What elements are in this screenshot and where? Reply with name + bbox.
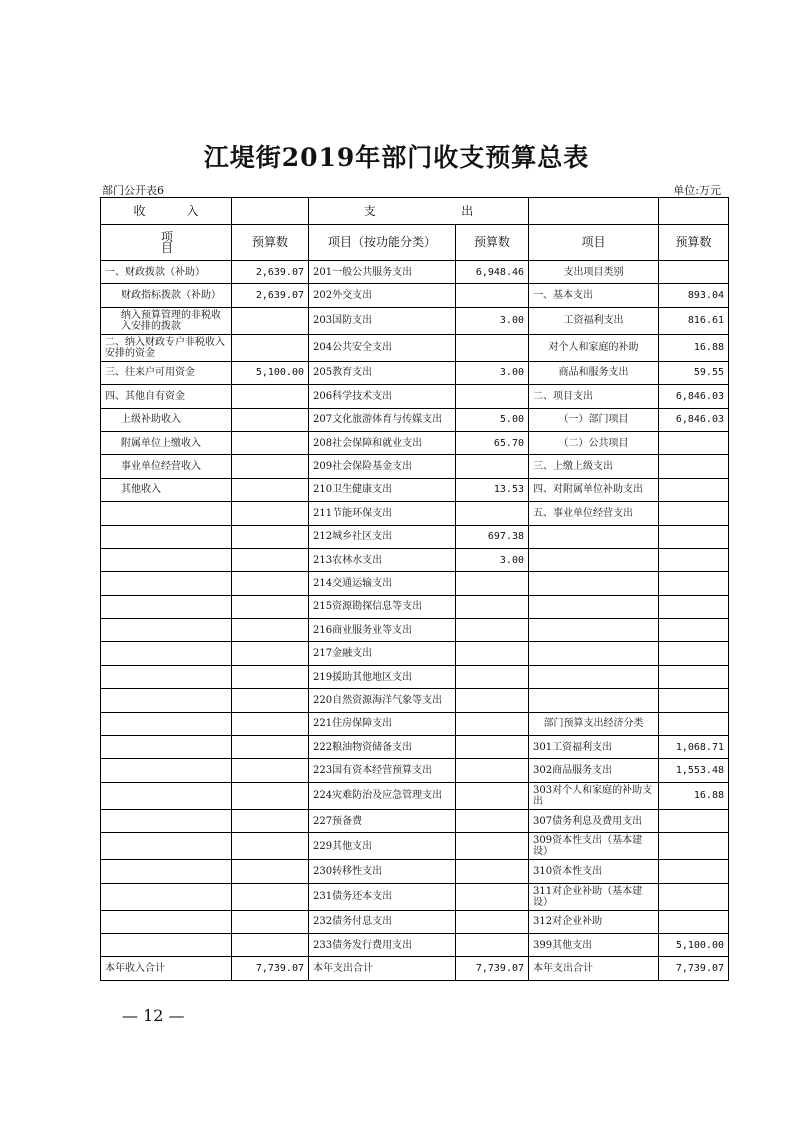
table-row xyxy=(101,284,729,307)
page-title: 江堤街2019年部门收支预算总表 xyxy=(203,143,590,172)
income-item-cell xyxy=(101,833,232,860)
category-item-cell xyxy=(529,689,659,712)
category-amount-cell xyxy=(659,548,729,571)
income-item-cell xyxy=(101,860,232,883)
income-item-cell xyxy=(101,642,232,665)
income-item-cell xyxy=(101,759,232,782)
category-item-cell: 399其他支出 xyxy=(529,933,659,956)
function-amount-cell: 6,948.46 xyxy=(456,261,529,284)
function-amount-cell xyxy=(456,809,529,832)
category-item-cell: 311对企业补助（基本建设） xyxy=(529,883,659,910)
income-amount-cell xyxy=(232,619,309,642)
category-amount-cell xyxy=(659,455,729,478)
category-amount-cell: 16.88 xyxy=(659,334,729,361)
income-amount-cell xyxy=(232,833,309,860)
function-item-cell: 209社会保险基金支出 xyxy=(309,455,456,478)
category-amount-cell: 893.04 xyxy=(659,284,729,307)
income-amount-cell xyxy=(232,478,309,501)
income-item-cell: 财政指标拨款（补助） xyxy=(101,284,232,307)
table-row xyxy=(101,883,729,910)
col-header-item: 项目 xyxy=(529,225,659,261)
function-item-cell: 230转移性支出 xyxy=(309,860,456,883)
income-amount-cell xyxy=(232,431,309,454)
table-row xyxy=(101,431,729,454)
function-amount-cell xyxy=(456,665,529,688)
income-item-cell: 上级补助收入 xyxy=(101,408,232,431)
table-row xyxy=(101,809,729,832)
income-amount-cell xyxy=(232,307,309,334)
category-item-cell: 312对企业补助 xyxy=(529,910,659,933)
function-amount-cell xyxy=(456,910,529,933)
function-amount-cell xyxy=(456,736,529,759)
category-item-cell: 309资本性支出（基本建设） xyxy=(529,833,659,860)
function-item-cell: 214交通运输支出 xyxy=(309,572,456,595)
income-item-cell xyxy=(101,712,232,735)
function-total-amount: 7,739.07 xyxy=(456,957,529,980)
category-amount-cell: 6,846.03 xyxy=(659,385,729,408)
table-row xyxy=(101,642,729,665)
table-row xyxy=(101,736,729,759)
function-item-cell: 217金融支出 xyxy=(309,642,456,665)
income-item-cell xyxy=(101,525,232,548)
category-item-cell: 一、基本支出 xyxy=(529,284,659,307)
function-total-label: 本年支出合计 xyxy=(309,957,456,980)
income-item-cell xyxy=(101,689,232,712)
income-item-cell: 二、纳入财政专户非税收入安排的资金 xyxy=(101,334,232,361)
table-row xyxy=(101,572,729,595)
category-item-cell xyxy=(529,642,659,665)
function-amount-cell: 13.53 xyxy=(456,478,529,501)
category-item-cell: （一）部门项目 xyxy=(529,408,659,431)
income-item-cell xyxy=(101,572,232,595)
header-row-1 xyxy=(101,198,729,225)
function-item-cell: 221住房保障支出 xyxy=(309,712,456,735)
table-row xyxy=(101,860,729,883)
income-amount-cell xyxy=(232,385,309,408)
function-amount-cell xyxy=(456,572,529,595)
table-row xyxy=(101,619,729,642)
function-amount-cell xyxy=(456,860,529,883)
category-amount-cell xyxy=(659,910,729,933)
function-amount-cell xyxy=(456,759,529,782)
income-item-cell xyxy=(101,595,232,618)
category-item-cell: 支出项目类别 xyxy=(529,261,659,284)
function-item-cell: 224灾难防治及应急管理支出 xyxy=(309,782,456,809)
col-header-budget: 预算数 xyxy=(232,225,309,261)
header-row-2 xyxy=(101,225,729,261)
function-item-cell: 208社会保障和就业支出 xyxy=(309,431,456,454)
function-item-cell: 233债务发行费用支出 xyxy=(309,933,456,956)
function-item-cell: 211节能环保支出 xyxy=(309,502,456,525)
category-amount-cell: 816.61 xyxy=(659,307,729,334)
income-item-cell xyxy=(101,933,232,956)
function-item-cell: 205教育支出 xyxy=(309,361,456,384)
category-amount-cell xyxy=(659,833,729,860)
category-amount-cell xyxy=(659,689,729,712)
category-item-cell: （二）公共项目 xyxy=(529,431,659,454)
function-item-cell: 212城乡社区支出 xyxy=(309,525,456,548)
function-amount-cell: 65.70 xyxy=(456,431,529,454)
table-row xyxy=(101,334,729,361)
function-item-cell: 223国有资本经营预算支出 xyxy=(309,759,456,782)
col-header-item: 项目 xyxy=(101,225,232,261)
table-row xyxy=(101,712,729,735)
category-item-cell xyxy=(529,548,659,571)
table-row xyxy=(101,385,729,408)
income-item-cell: 纳入预算管理的非税收入安排的拨款 xyxy=(101,307,232,334)
table-row xyxy=(101,665,729,688)
category-amount-cell xyxy=(659,261,729,284)
income-item-cell: 其他收入 xyxy=(101,478,232,501)
function-item-cell: 227预备费 xyxy=(309,809,456,832)
category-item-cell: 部门预算支出经济分类 xyxy=(529,712,659,735)
page-number: — 12 — xyxy=(122,1006,185,1025)
empty-cell xyxy=(232,198,309,225)
function-item-cell: 201一般公共服务支出 xyxy=(309,261,456,284)
category-amount-cell xyxy=(659,712,729,735)
function-amount-cell xyxy=(456,712,529,735)
unit-label: 单位:万元 xyxy=(673,184,721,197)
category-amount-cell xyxy=(659,642,729,665)
category-amount-cell xyxy=(659,665,729,688)
category-amount-cell: 6,846.03 xyxy=(659,408,729,431)
income-item-cell xyxy=(101,619,232,642)
function-amount-cell: 5.00 xyxy=(456,408,529,431)
function-item-cell: 202外交支出 xyxy=(309,284,456,307)
category-item-cell: 商品和服务支出 xyxy=(529,361,659,384)
income-amount-cell xyxy=(232,408,309,431)
function-item-cell: 220自然资源海洋气象等支出 xyxy=(309,689,456,712)
table-row xyxy=(101,782,729,809)
income-total-amount: 7,739.07 xyxy=(232,957,309,980)
function-amount-cell xyxy=(456,595,529,618)
table-row xyxy=(101,525,729,548)
income-item-cell: 附属单位上缴收入 xyxy=(101,431,232,454)
category-amount-cell xyxy=(659,595,729,618)
function-item-cell: 207文化旅游体育与传媒支出 xyxy=(309,408,456,431)
income-amount-cell xyxy=(232,595,309,618)
income-item-cell xyxy=(101,809,232,832)
income-header-char: 收 xyxy=(133,203,146,218)
income-amount-cell xyxy=(232,334,309,361)
function-amount-cell: 3.00 xyxy=(456,548,529,571)
table-row xyxy=(101,933,729,956)
function-amount-cell xyxy=(456,933,529,956)
category-item-cell: 工资福利支出 xyxy=(529,307,659,334)
function-item-cell: 204公共安全支出 xyxy=(309,334,456,361)
category-amount-cell xyxy=(659,809,729,832)
function-item-cell: 206科学技术支出 xyxy=(309,385,456,408)
category-amount-cell: 16.88 xyxy=(659,782,729,809)
table-row xyxy=(101,408,729,431)
function-amount-cell xyxy=(456,833,529,860)
income-amount-cell xyxy=(232,455,309,478)
income-amount-cell: 2,639.07 xyxy=(232,261,309,284)
function-amount-cell xyxy=(456,502,529,525)
income-amount-cell xyxy=(232,502,309,525)
function-amount-cell xyxy=(456,334,529,361)
function-amount-cell xyxy=(456,642,529,665)
function-amount-cell: 697.38 xyxy=(456,525,529,548)
col-header-func-item: 项目（按功能分类） xyxy=(309,225,456,261)
income-amount-cell xyxy=(232,883,309,910)
income-amount-cell xyxy=(232,642,309,665)
category-item-cell: 三、上缴上级支出 xyxy=(529,455,659,478)
function-item-cell: 231债务还本支出 xyxy=(309,883,456,910)
table-row xyxy=(101,833,729,860)
income-amount-cell xyxy=(232,572,309,595)
category-amount-cell: 1,553.48 xyxy=(659,759,729,782)
category-item-cell xyxy=(529,572,659,595)
function-item-cell: 219援助其他地区支出 xyxy=(309,665,456,688)
income-item-cell: 一、财政拨款（补助） xyxy=(101,261,232,284)
function-item-cell: 215资源勘探信息等支出 xyxy=(309,595,456,618)
category-item-cell xyxy=(529,665,659,688)
category-amount-cell xyxy=(659,525,729,548)
income-amount-cell xyxy=(232,525,309,548)
empty-cell xyxy=(529,198,659,225)
category-item-cell: 五、事业单位经营支出 xyxy=(529,502,659,525)
table-row xyxy=(101,502,729,525)
category-amount-cell xyxy=(659,619,729,642)
income-amount-cell xyxy=(232,933,309,956)
table-row xyxy=(101,548,729,571)
category-item-cell: 302商品服务支出 xyxy=(529,759,659,782)
income-header-char: 入 xyxy=(186,203,199,218)
category-item-cell: 对个人和家庭的补助 xyxy=(529,334,659,361)
expense-header xyxy=(309,198,529,225)
income-amount-cell xyxy=(232,910,309,933)
category-item-cell: 303对个人和家庭的补助支出 xyxy=(529,782,659,809)
income-amount-cell xyxy=(232,712,309,735)
function-amount-cell xyxy=(456,385,529,408)
function-amount-cell: 3.00 xyxy=(456,307,529,334)
category-amount-cell xyxy=(659,883,729,910)
function-amount-cell xyxy=(456,689,529,712)
category-amount-cell: 5,100.00 xyxy=(659,933,729,956)
income-item-cell xyxy=(101,883,232,910)
category-item-cell: 307债务利息及费用支出 xyxy=(529,809,659,832)
category-item-cell: 四、对附属单位补助支出 xyxy=(529,478,659,501)
category-amount-cell: 1,068.71 xyxy=(659,736,729,759)
expense-header-char: 支 xyxy=(363,203,376,218)
category-amount-cell xyxy=(659,478,729,501)
income-header xyxy=(101,198,232,225)
category-item-cell xyxy=(529,595,659,618)
category-amount-cell xyxy=(659,502,729,525)
income-amount-cell xyxy=(232,665,309,688)
income-amount-cell xyxy=(232,548,309,571)
category-amount-cell xyxy=(659,431,729,454)
table-row xyxy=(101,455,729,478)
function-item-cell: 210卫生健康支出 xyxy=(309,478,456,501)
category-item-cell xyxy=(529,619,659,642)
income-item-cell: 四、其他自有资金 xyxy=(101,385,232,408)
totals-row xyxy=(101,957,729,980)
table-row xyxy=(101,307,729,334)
table-row xyxy=(101,759,729,782)
function-amount-cell xyxy=(456,284,529,307)
function-item-cell: 232债务付息支出 xyxy=(309,910,456,933)
category-item-cell xyxy=(529,525,659,548)
function-item-cell: 222粮油物资储备支出 xyxy=(309,736,456,759)
col-header-budget: 预算数 xyxy=(659,225,729,261)
income-item-cell: 三、往来户可用资金 xyxy=(101,361,232,384)
category-amount-cell xyxy=(659,860,729,883)
function-amount-cell xyxy=(456,883,529,910)
income-item-cell xyxy=(101,548,232,571)
income-amount-cell xyxy=(232,759,309,782)
table-row xyxy=(101,261,729,284)
table-row xyxy=(101,910,729,933)
function-item-cell: 229其他支出 xyxy=(309,833,456,860)
income-amount-cell xyxy=(232,736,309,759)
income-item-cell: 事业单位经营收入 xyxy=(101,455,232,478)
budget-table xyxy=(100,197,729,981)
function-amount-cell: 3.00 xyxy=(456,361,529,384)
table-row xyxy=(101,478,729,501)
table-row xyxy=(101,595,729,618)
category-total-amount: 7,739.07 xyxy=(659,957,729,980)
empty-cell xyxy=(659,198,729,225)
table-id: 部门公开表6 xyxy=(102,184,164,197)
function-item-cell: 213农林水支出 xyxy=(309,548,456,571)
category-item-cell: 310资本性支出 xyxy=(529,860,659,883)
function-item-cell: 216商业服务业等支出 xyxy=(309,619,456,642)
category-amount-cell: 59.55 xyxy=(659,361,729,384)
col-header-budget: 预算数 xyxy=(456,225,529,261)
income-amount-cell xyxy=(232,809,309,832)
function-amount-cell xyxy=(456,782,529,809)
category-amount-cell xyxy=(659,572,729,595)
category-item-cell: 301工资福利支出 xyxy=(529,736,659,759)
budget-table-body xyxy=(101,198,729,981)
function-amount-cell xyxy=(456,455,529,478)
income-amount-cell xyxy=(232,782,309,809)
category-item-cell: 二、项目支出 xyxy=(529,385,659,408)
function-item-cell: 203国防支出 xyxy=(309,307,456,334)
function-amount-cell xyxy=(456,619,529,642)
income-total-label: 本年收入合计 xyxy=(101,957,232,980)
income-item-cell xyxy=(101,782,232,809)
income-amount-cell xyxy=(232,689,309,712)
income-amount-cell xyxy=(232,860,309,883)
table-row xyxy=(101,689,729,712)
income-item-cell xyxy=(101,665,232,688)
income-item-cell xyxy=(101,910,232,933)
income-amount-cell: 5,100.00 xyxy=(232,361,309,384)
expense-header-char: 出 xyxy=(461,203,474,218)
income-item-cell xyxy=(101,502,232,525)
category-total-label: 本年支出合计 xyxy=(529,957,659,980)
income-item-cell xyxy=(101,736,232,759)
income-amount-cell: 2,639.07 xyxy=(232,284,309,307)
table-row xyxy=(101,361,729,384)
